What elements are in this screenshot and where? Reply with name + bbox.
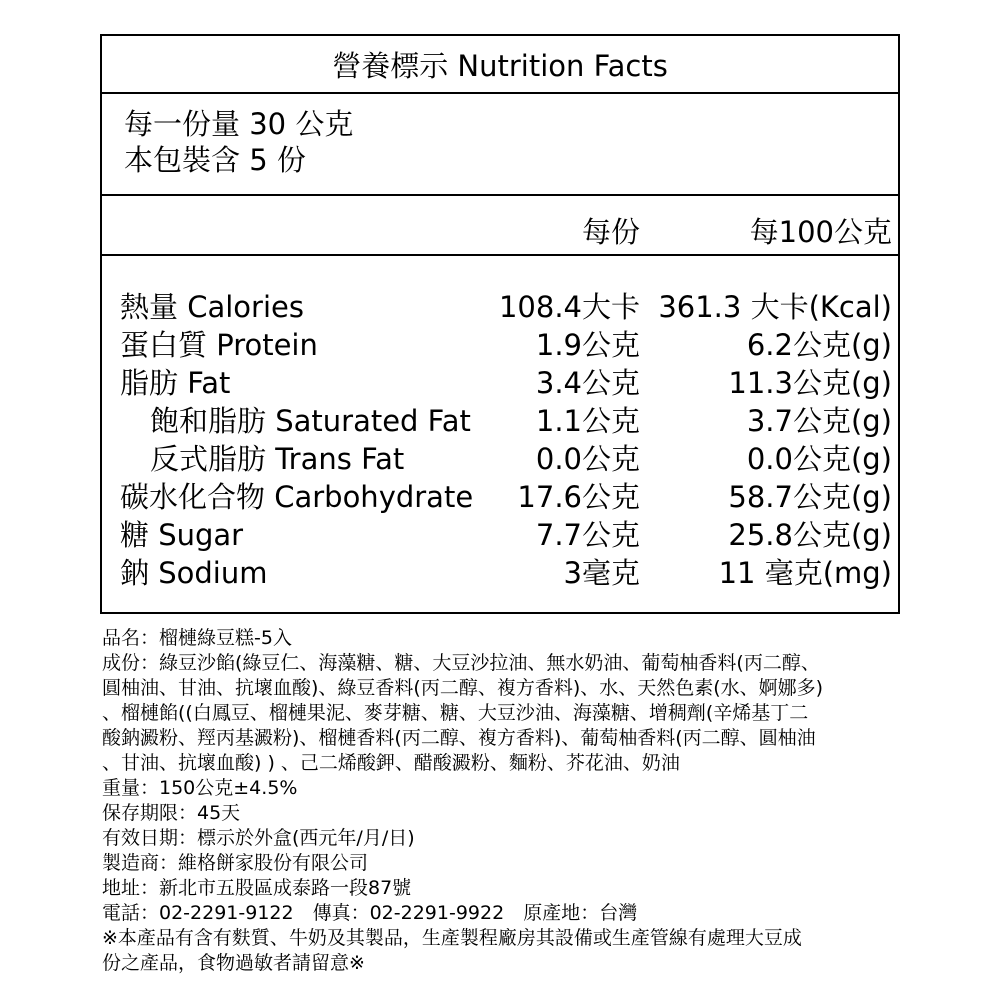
- nutrient-per-serving: 3毫克: [563, 556, 640, 590]
- nutrient-name: 糖 Sugar: [120, 518, 244, 552]
- serving-size: 每一份量 30 公克: [124, 107, 354, 141]
- serving-info: [102, 94, 898, 196]
- nutrient-row: [102, 554, 898, 592]
- nutrient-per-100g: 58.7公克(g): [728, 480, 892, 514]
- nutrient-row: [102, 440, 898, 478]
- info-line: 成份：綠豆沙餡(綠豆仁、海藻糖、糖、大豆沙拉油、無水奶油、葡萄柚香料(丙二醇、: [102, 652, 820, 674]
- nutrition-title: 營養標示 Nutrition Facts: [332, 48, 668, 83]
- nutrient-list: [102, 256, 898, 592]
- info-line: 有效日期：標示於外盒(西元年/月/日): [102, 827, 415, 849]
- info-line: 製造商：維格餅家股份有限公司: [102, 852, 369, 874]
- nutrient-per-100g: 11.3公克(g): [728, 366, 892, 400]
- product-info: [102, 626, 902, 976]
- nutrient-name: 脂肪 Fat: [120, 366, 231, 400]
- nutrient-row: [102, 326, 898, 364]
- servings-per-package: 本包裝含 5 份: [124, 143, 306, 177]
- nutrient-name: 飽和脂肪 Saturated Fat: [150, 404, 471, 438]
- nutrient-per-100g: 11 毫克(mg): [718, 556, 892, 590]
- nutrient-name: 蛋白質 Protein: [120, 328, 318, 362]
- nutrient-row: [102, 478, 898, 516]
- nutrient-per-serving: 1.9公克: [535, 328, 640, 362]
- nutrient-row: [102, 364, 898, 402]
- nutrient-name: 碳水化合物 Carbohydrate: [120, 480, 474, 514]
- nutrient-per-100g: 3.7公克(g): [746, 404, 892, 438]
- nutrient-row: [102, 402, 898, 440]
- info-line: 電話：02-2291-9122 傳真：02-2291-9922 原產地：台灣: [102, 902, 638, 924]
- nutrient-per-100g: 361.3 大卡(Kcal): [658, 290, 892, 324]
- nutrient-per-serving: 0.0公克: [535, 442, 640, 476]
- info-line: 圓柚油、甘油、抗壞血酸)、綠豆香料(丙二醇、複方香料)、水、天然色素(水、婀娜多): [102, 677, 824, 699]
- info-line: 、榴槤餡((白鳳豆、榴槤果泥、麥芽糖、糖、大豆沙油、海藻糖、增稠劑(辛烯基丁二: [102, 702, 809, 724]
- nutrient-row: [102, 288, 898, 326]
- column-header-row: [102, 196, 898, 256]
- nutrition-title-row: [102, 36, 898, 94]
- info-line: 重量：150公克±4.5%: [102, 777, 298, 799]
- info-line: 地址：新北市五股區成泰路一段87號: [102, 877, 412, 899]
- info-line: 保存期限：45天: [102, 802, 241, 824]
- nutrient-per-100g: 25.8公克(g): [728, 518, 892, 552]
- nutrition-facts-panel: [100, 34, 900, 614]
- nutrient-per-serving: 1.1公克: [535, 404, 640, 438]
- nutrient-name: 熱量 Calories: [120, 290, 304, 324]
- nutrient-name: 反式脂肪 Trans Fat: [150, 442, 405, 476]
- col-per-serving-header: 每份: [581, 215, 640, 249]
- nutrient-per-100g: 0.0公克(g): [746, 442, 892, 476]
- nutrient-row: [102, 516, 898, 554]
- info-line: 酸鈉澱粉、羥丙基澱粉)、榴槤香料(丙二醇、複方香料)、葡萄柚香料(丙二醇、圓柚油: [102, 727, 816, 749]
- info-line: 份之產品，食物過敏者請留意※: [102, 952, 365, 974]
- nutrient-per-100g: 6.2公克(g): [746, 328, 892, 362]
- nutrient-per-serving: 3.4公克: [535, 366, 640, 400]
- nutrient-per-serving: 108.4大卡: [498, 290, 640, 324]
- col-per-100g-header: 每100公克: [749, 215, 892, 249]
- info-line: 、甘油、抗壞血酸) ) 、己二烯酸鉀、醋酸澱粉、麵粉、芥花油、奶油: [102, 752, 680, 774]
- info-line: ※本產品有含有麩質、牛奶及其製品，生產製程廠房其設備或生產管線有處理大豆成: [102, 927, 802, 949]
- info-line: 品名：榴槤綠豆糕-5入: [102, 627, 292, 649]
- nutrient-name: 鈉 Sodium: [120, 556, 268, 590]
- nutrient-per-serving: 7.7公克: [535, 518, 640, 552]
- nutrient-per-serving: 17.6公克: [517, 480, 640, 514]
